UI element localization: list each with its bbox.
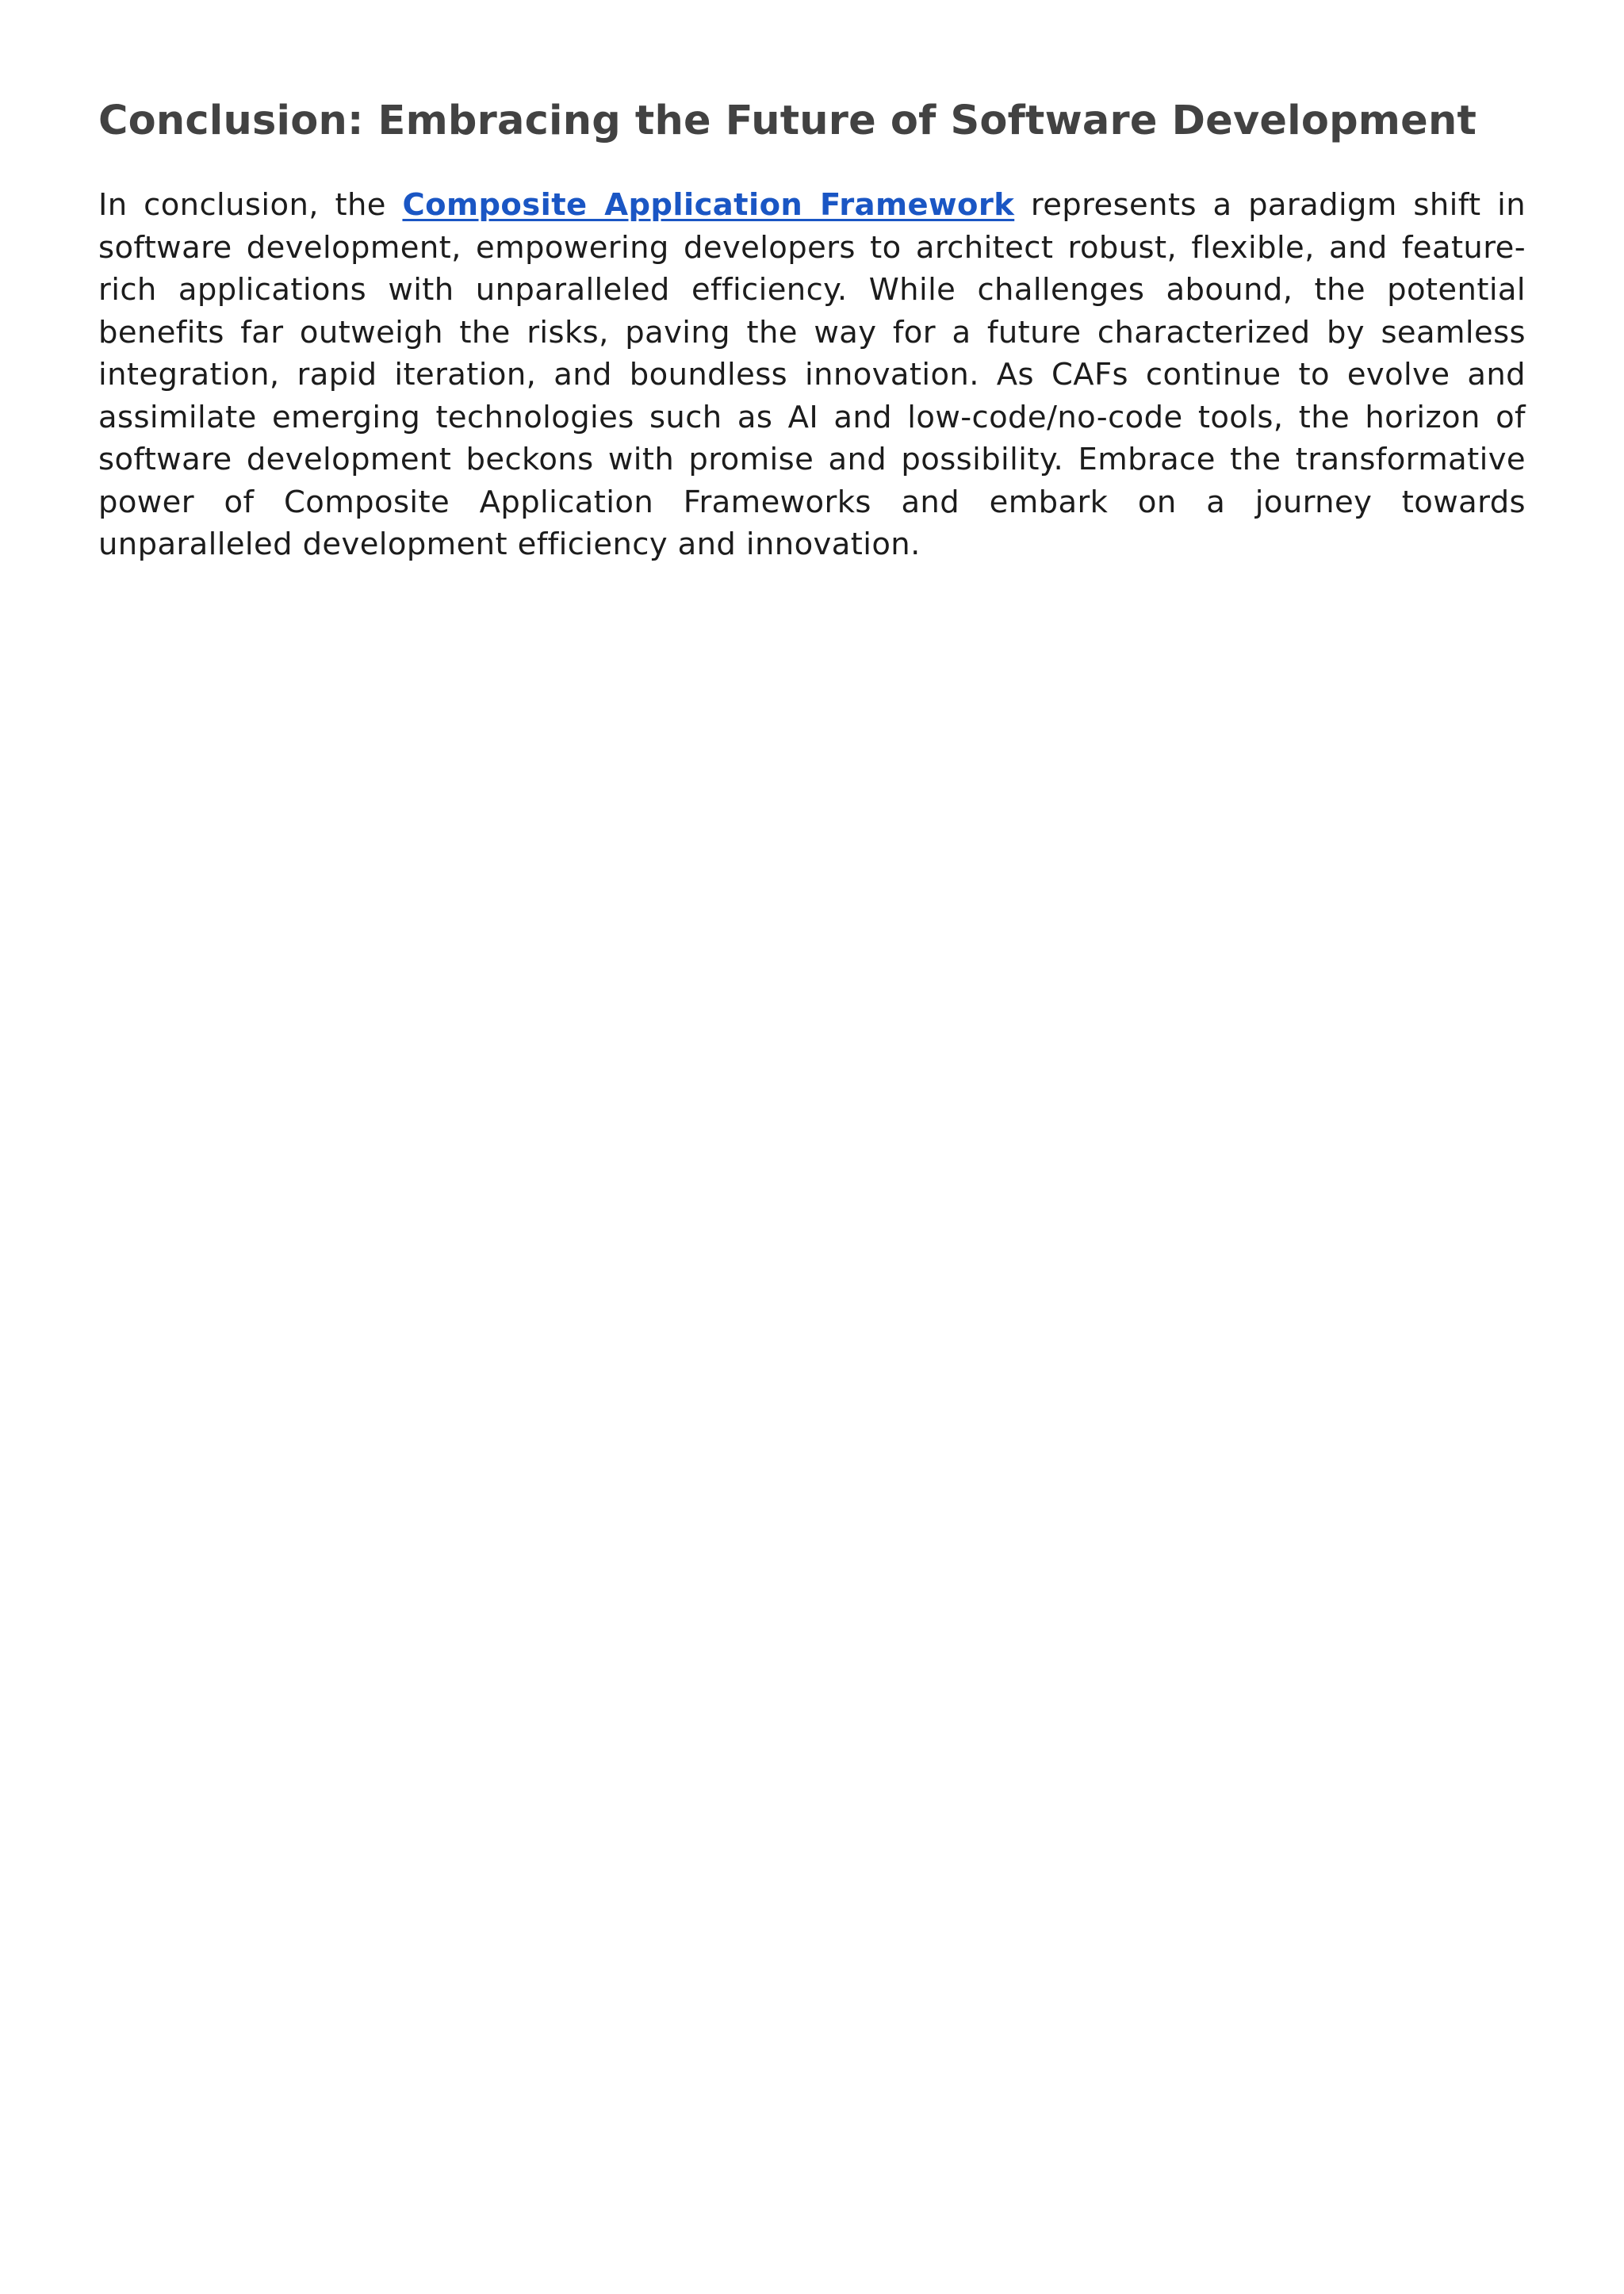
section-heading: Conclusion: Embracing the Future of Software Development <box>98 98 1477 144</box>
paragraph-text-after-link: represents a paradigm shift in software development, empowering developers to architect robust, flexible, and feature-rich applications with unparalleled efficiency. While challenges abound, the potential benefits far outweigh the risks, paving the way for a future characterized by seamless integration, rapid iteration, and boundless innovation. As CAFs continue to evolve and assimilate emerging technologies such as AI and low-code/no-code tools, the horizon of software development beckons with promise and possibility. Embrace the transformative power of Composite Application Frameworks and embark on a journey towards unparalleled development efficiency and innovation. <box>98 187 1526 562</box>
composite-application-framework-link[interactable]: Composite Application Framework <box>402 187 1015 223</box>
conclusion-paragraph <box>98 184 1526 566</box>
paragraph-text-before-link: In conclusion, the <box>98 187 403 223</box>
